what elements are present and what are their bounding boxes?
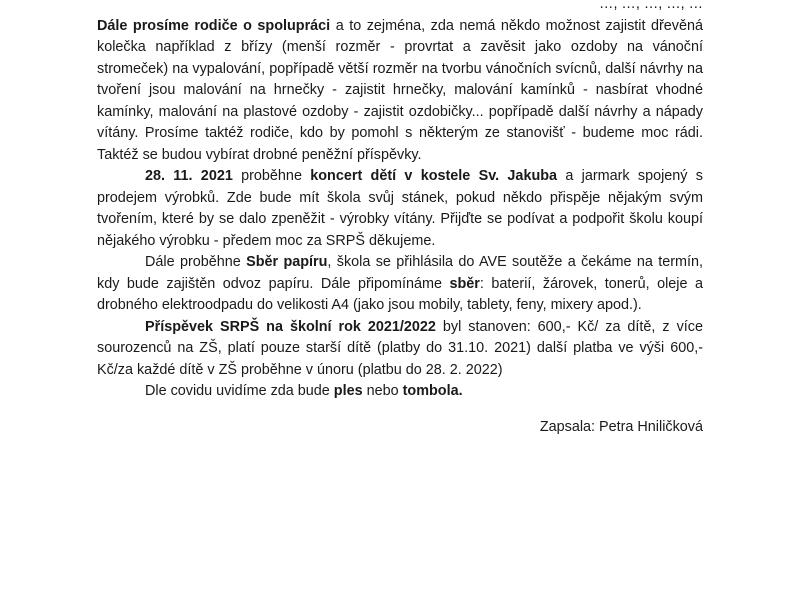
bold-concert-event: koncert dětí v kostele Sv. Jakuba (310, 168, 558, 184)
paper-text-rest: : baterií, žárovek, tonerů, oleje a drobného elektroodpadu do velikosti A4 (jako jsou mobily, tablety, feny, mixery apod.). (97, 275, 703, 313)
paper-text-2: , škola se přihlásila do AVE soutěže a čekáme na termín, kdy bude zajištěn odvoz papíru. Dále připomínáme (97, 254, 703, 292)
covid-text-1: Dle covidu uvidíme zda bude (145, 383, 334, 399)
paragraph-paper-collection (97, 252, 703, 317)
bold-ples: ples (333, 383, 363, 399)
paragraph-contribution (97, 317, 703, 382)
paragraph-concert (97, 166, 703, 252)
paragraph-cooperation (97, 16, 703, 167)
signature: Zapsala: Petra Hniličková (539, 418, 703, 435)
bold-tombola: tombola. (402, 383, 463, 399)
contribution-text: byl stanoven: 600,- Kč/ za dítě, z více sourozenců na ZŠ, platí pouze starší dítě (platby do 31.10. 2021) další platba ve výši 600,-Kč/za každé dítě v ZŠ proběhne v únoru (platbu do 28. 2. 2022) (97, 318, 703, 378)
cut-off-top-line: …, …, …, …, … (599, 0, 703, 12)
concert-text-1: proběhne (232, 168, 311, 184)
bold-concert-date: 28. 11. 2021 (145, 168, 233, 184)
cooperation-text: a to zejména, zda nemá někdo možnost zajistit dřevěná kolečka například z břízy (menší rozměr - provrtat a zavěsit jako ozdoby na vánoční stromeček) na vypalování, popřípadě větší rozměr na tvorbu vánočních svícnů, další návrhy na tvoření jsou malování na hrnečky - zajistit hrnečky, malování kamínků - nasbírat vhodné kamínky, malování na plastové ozdoby - zajistit ozdobičky... popřípadě další návrhy a nápady vítány. Prosíme taktéž rodiče, kdo by pomohl s některým ze stanovišť - budeme moc rádi. Taktéž se budou vybírat drobné peněžní příspěvky. (97, 17, 703, 163)
covid-text-2: nebo (362, 383, 403, 399)
bold-cooperation-heading: Dále prosíme rodiče o spolupráci (97, 17, 331, 34)
bold-contribution-heading: Příspěvek SRPŠ na školní rok 2021/2022 (145, 318, 436, 335)
concert-text-rest: a jarmark spojený s prodejem výrobků. Zde bude mít škola svůj stánek, pokud někdo přispěje nějakým svým tvořením, které by se dalo zpeněžit - výrobky vítány. Přijďte se podívat a podpořit školu koupí nějakého výrobku - předem moc za SRPŠ děkujeme. (97, 168, 703, 249)
paper-text-1: Dále proběhne (145, 254, 247, 270)
bold-paper-collection: Sběr papíru (246, 254, 328, 270)
document-page (97, 0, 703, 438)
bold-collection: sběr (449, 275, 480, 292)
paragraph-covid (97, 381, 703, 403)
